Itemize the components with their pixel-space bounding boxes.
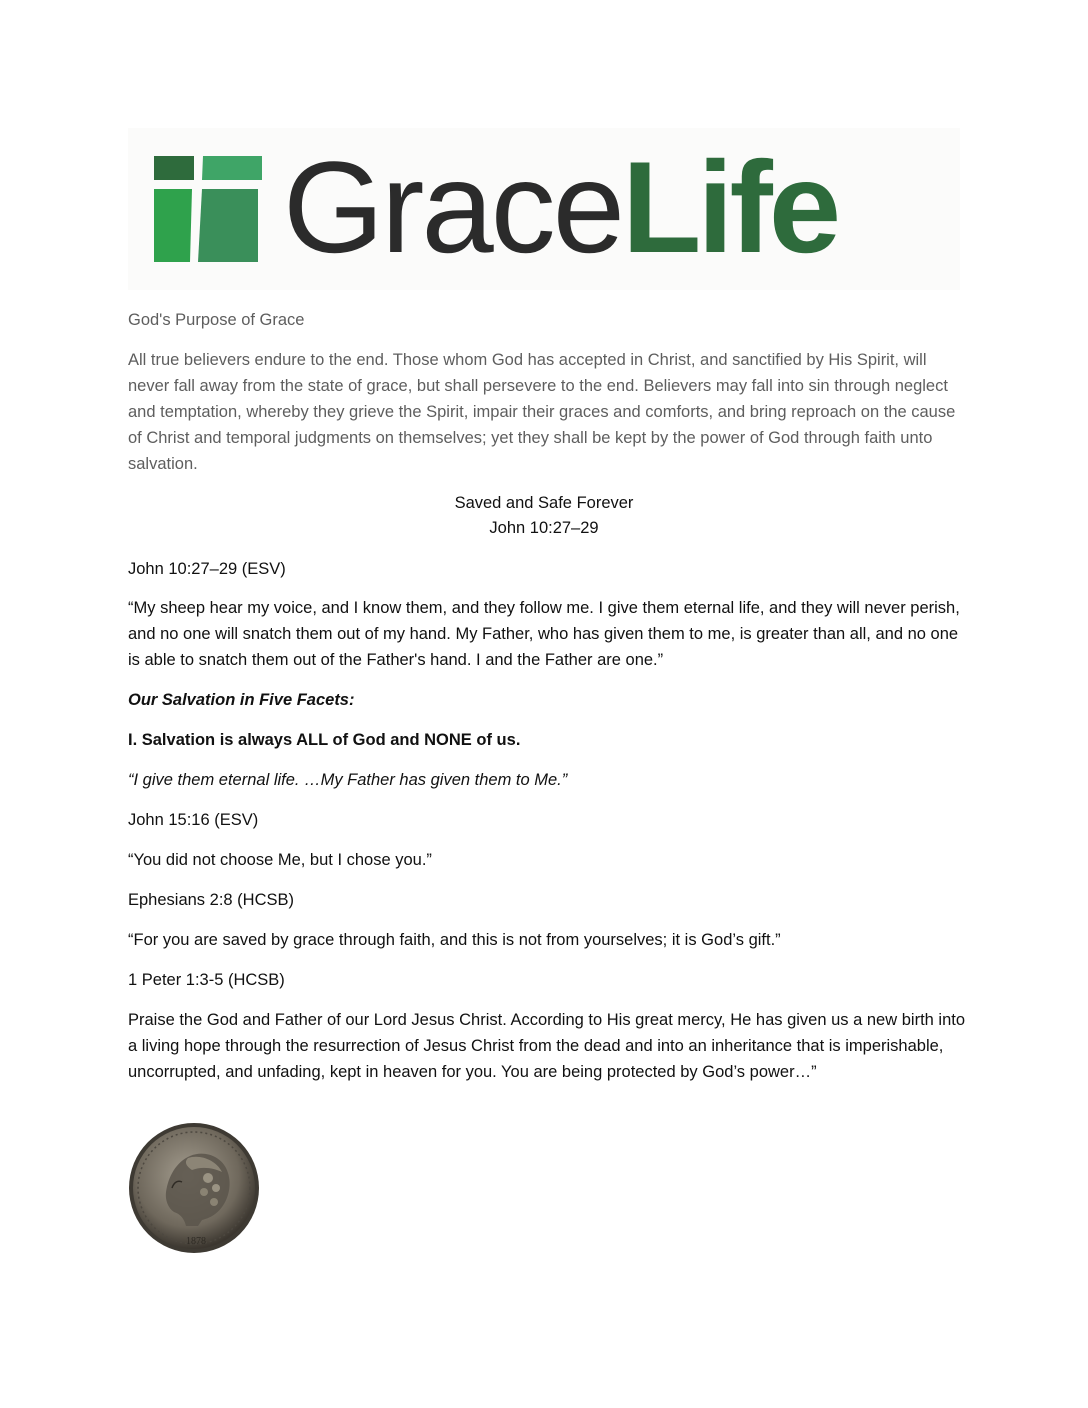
sermon-reference: John 10:27–29	[489, 519, 599, 537]
logo-wordmark	[283, 132, 837, 282]
scripture-reference: 1 Peter 1:3-5 (HCSB)	[128, 971, 285, 989]
outline-heading: Our Salvation in Five Facets:	[128, 691, 355, 709]
scripture-text: Praise the God and Father of our Lord Jesus Christ. According to His great mercy, He has given us a new birth into a living hope through the resurrection of Jesus Christ from the dead and into an inheritance that is imperishable, uncorrupted, and unfading, kept in heaven for you. You are being protected by God’s power…”	[128, 1011, 966, 1081]
scripture-text: “You did not choose Me, but I chose you.”	[128, 851, 432, 869]
cross-logo-icon	[154, 156, 262, 262]
logo-word-grace: Grace	[283, 134, 623, 280]
scripture-reference: John 15:16 (ESV)	[128, 811, 259, 829]
passage-reference: John 10:27–29 (ESV)	[128, 560, 286, 578]
doctrine-heading: God's Purpose of Grace	[128, 311, 305, 329]
scripture-reference: Ephesians 2:8 (HCSB)	[128, 891, 294, 909]
scripture-text: “For you are saved by grace through faith, and this is not from yourselves; it is God’s gift.”	[128, 931, 781, 949]
sermon-title: Saved and Safe Forever	[454, 494, 634, 512]
passage-text: “My sheep hear my voice, and I know them, and they follow me. I give them eternal life, and they will never perish, and no one will snatch them out of my hand. My Father, who has given them to me, is greater than all, and no one is able to snatch them out of the Father's hand. I and the Father are one.”	[128, 599, 960, 669]
logo-word-life: Life	[622, 134, 838, 280]
coin-year: 1878	[186, 1236, 206, 1247]
outline-point-1-quote: “I give them eternal life. …My Father has given them to Me.”	[128, 771, 568, 789]
doctrine-body: All true believers endure to the end. Those whom God has accepted in Christ, and sanctified by His Spirit, will never fall away from the state of grace, but shall persevere to the end. Believers may fall into sin through neglect and temptation, whereby they grieve the Spirit, impair their graces and comforts, and bring reproach on the cause of Christ and temporal judgments on themselves; yet they shall be kept by the power of God through faith unto salvation.	[128, 351, 956, 473]
gracelife-logo	[128, 128, 960, 290]
outline-point-1: I. Salvation is always ALL of God and NONE of us.	[128, 731, 521, 749]
silver-dollar-coin-image	[128, 1122, 260, 1254]
